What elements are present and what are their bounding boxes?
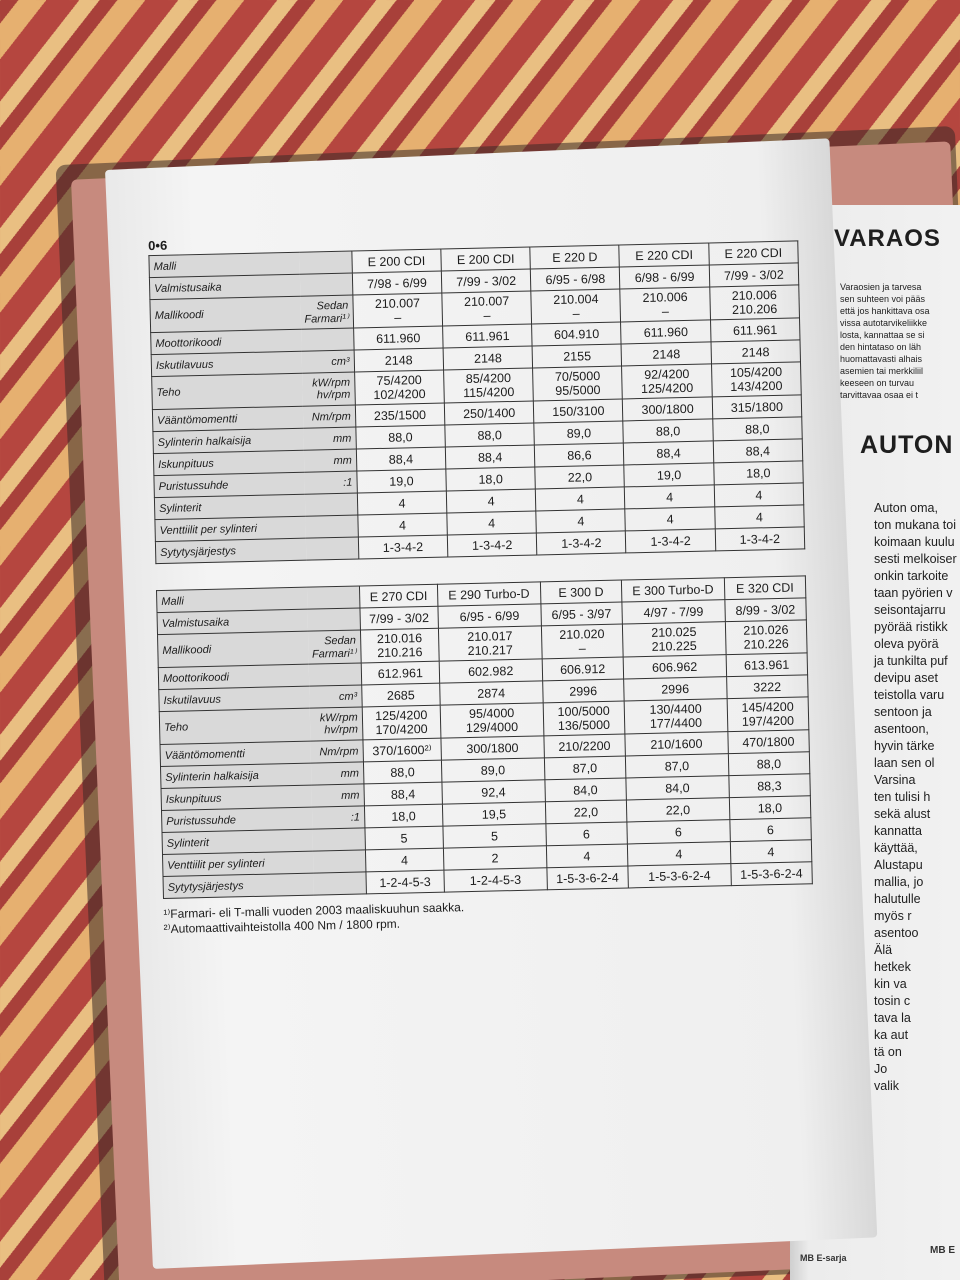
row-unit: Sedan Farmari¹⁾	[300, 295, 354, 329]
table-cell: 2155	[532, 344, 622, 368]
table-cell: 88,0	[445, 423, 535, 447]
table-cell: 6/95 - 3/97	[541, 602, 623, 626]
table-cell: 6/95 - 6/99	[438, 604, 541, 628]
table-cell: 250/1400	[444, 401, 534, 425]
text-line: teistolla varu	[874, 688, 945, 702]
table-cell: 4	[365, 848, 444, 872]
table-cell: 370/1600²⁾	[363, 738, 442, 762]
table-cell: 4	[627, 842, 730, 866]
table-cell: 95/4000 129/4000	[440, 703, 543, 738]
table-cell: E 300 D	[540, 580, 622, 604]
table-cell: 2148	[354, 348, 444, 372]
row-unit: :1	[311, 806, 364, 829]
table-cell: 86,6	[535, 443, 625, 467]
row-unit	[305, 537, 358, 560]
table-cell: 6	[729, 818, 811, 842]
row-label: Iskutilavuus	[151, 351, 301, 376]
table-cell: 210.026 210.226	[725, 620, 807, 655]
table-cell: 22,0	[626, 798, 729, 822]
table-cell: 22,0	[545, 800, 627, 824]
row-unit: :1	[304, 471, 357, 494]
table-cell: 6	[546, 822, 628, 846]
table-cell: 315/1800	[712, 395, 802, 419]
table-cell: 150/3100	[534, 399, 624, 423]
row-label: Sylinterin halkaisija	[161, 763, 311, 788]
table-cell: 611.960	[353, 326, 443, 350]
table-cell: 87,0	[625, 754, 728, 778]
table-cell: 1-3-4-2	[447, 533, 537, 557]
table-cell: 88,0	[623, 419, 713, 443]
table-cell: 92,4	[442, 780, 545, 804]
table-cell: 84,0	[626, 776, 729, 800]
row-unit	[305, 515, 358, 538]
table-cell: 7/99 - 3/02	[709, 263, 799, 287]
spec-sheet	[148, 223, 814, 937]
table-cell: 210.016 210.216	[360, 628, 439, 663]
table-cell: 4	[536, 509, 626, 533]
table-cell: 611.961	[443, 324, 533, 348]
table-cell: 88,0	[356, 425, 446, 449]
table-cell: 2996	[624, 677, 727, 701]
table-cell: E 320 CDI	[724, 576, 806, 600]
text-line: asentoon,	[874, 722, 929, 736]
table-cell: 105/4200 143/4200	[711, 362, 801, 397]
table-cell: 1-3-4-2	[537, 531, 627, 555]
text-line: käyttää,	[874, 841, 918, 855]
row-label: Vääntömomentti	[152, 406, 302, 431]
table-cell: 611.960	[621, 320, 711, 344]
row-label: Valmistusaika	[149, 274, 299, 299]
table-cell: 4	[447, 511, 537, 535]
row-unit: Sedan Farmari¹⁾	[307, 630, 361, 664]
row-unit	[304, 493, 357, 516]
text-line: taan pyörien v	[874, 586, 953, 600]
text-line: laan sen ol	[874, 756, 935, 770]
table-cell: 125/4200 170/4200	[362, 705, 441, 740]
row-label: Teho	[152, 373, 303, 409]
text-line: kannatta	[874, 824, 922, 838]
text-line: koimaan kuulu	[874, 535, 955, 549]
row-unit	[301, 328, 354, 351]
text-line: ton mukana toi	[874, 518, 956, 532]
table-cell: 612.961	[361, 661, 440, 685]
table-cell: 613.961	[726, 653, 808, 677]
row-label: Mallikoodi	[150, 296, 301, 332]
table-cell: 100/5000 136/5000	[543, 701, 625, 736]
table-cell: 2148	[622, 342, 712, 366]
row-label: Venttiilit per sylinteri	[155, 516, 305, 541]
table-cell: 2148	[711, 340, 801, 364]
table-cell: 210.007 –	[442, 291, 532, 326]
table-cell: 470/1800	[727, 730, 809, 754]
table-cell: 4	[446, 489, 536, 513]
page-number: 0•6	[148, 237, 168, 254]
table-cell: 1-2-4-5-3	[444, 868, 547, 892]
text-line: tä on	[874, 1045, 902, 1059]
text-line: sentoon ja	[874, 705, 932, 719]
table-cell: 19,0	[357, 469, 447, 493]
table-cell: 88,3	[728, 774, 810, 798]
spec-table-2	[156, 575, 813, 899]
text-line: vissa autotarvikeliikke	[840, 318, 928, 328]
table-cell: 18,0	[364, 804, 443, 828]
footer-right: MB E	[930, 1245, 955, 1256]
row-label: Sylinterin halkaisija	[153, 428, 303, 453]
right-paragraph-2	[874, 500, 960, 1095]
row-label: Puristussuhde	[162, 807, 312, 832]
row-unit	[307, 608, 360, 631]
footnote-1: ¹⁾Farmari- eli T-malli vuoden 2003 maaliskuuhun saakka.	[163, 900, 465, 922]
table-cell: 4	[730, 840, 812, 864]
table-cell: 210.017 210.217	[438, 626, 541, 661]
table-cell: 611.961	[710, 318, 800, 342]
table-cell: 4	[357, 491, 447, 515]
text-line: oleva pyörä	[874, 637, 939, 651]
row-label: Sytytysjärjestys	[163, 873, 313, 898]
table-cell: 130/4400 177/4400	[624, 699, 727, 734]
text-line: ten tulisi h	[874, 790, 931, 804]
table-cell: E 220 CDI	[619, 243, 709, 267]
table-cell: 145/4200 197/4200	[727, 697, 809, 732]
table-cell: 210.004 –	[531, 289, 621, 324]
text-line: myös r	[874, 909, 912, 923]
table-cell: 84,0	[545, 778, 627, 802]
table-cell: 87,0	[544, 756, 626, 780]
text-line: asentoo	[874, 926, 919, 940]
row-unit: Nm/rpm	[302, 405, 355, 428]
table-cell: E 270 CDI	[359, 584, 438, 608]
table-cell: 604.910	[532, 322, 622, 346]
row-unit: Nm/rpm	[310, 740, 363, 763]
row-unit: mm	[303, 427, 356, 450]
table-cell: E 200 CDI	[352, 249, 442, 273]
table-cell: 300/1800	[441, 736, 544, 760]
table-cell: 1-5-3-6-2-4	[730, 862, 812, 886]
text-line: devipu aset	[874, 671, 938, 685]
table-cell: 210.006 –	[620, 287, 710, 322]
table-cell: 89,0	[441, 758, 544, 782]
table-cell: 1-2-4-5-3	[366, 870, 445, 894]
footnote-2: ²⁾Automaattivaihteistolla 400 Nm / 1800 rpm.	[163, 916, 401, 937]
table-cell: 85/4200 115/4200	[444, 368, 534, 403]
table-cell: E 290 Turbo-D	[437, 582, 540, 606]
table-cell: 606.912	[542, 657, 624, 681]
row-label: Sylinterit	[154, 494, 304, 519]
table-cell: 300/1800	[623, 397, 713, 421]
text-line: den hintataso on läh	[840, 342, 922, 352]
text-line: tarvittavaa osaa ei t	[840, 390, 919, 400]
text-line: huomattavasti alhais	[840, 354, 923, 364]
right-heading-2: AUTON	[860, 431, 954, 459]
table-cell: 1-3-4-2	[358, 535, 448, 559]
row-label: Teho	[159, 708, 310, 744]
table-cell: 22,0	[535, 465, 625, 489]
row-unit: kW/rpm hv/rpm	[302, 372, 356, 406]
row-label: Moottorikoodi	[151, 329, 301, 354]
row-label: Vääntömomentti	[160, 741, 310, 766]
row-unit	[299, 273, 352, 296]
row-unit: kW/rpm hv/rpm	[309, 707, 363, 741]
table-cell: 88,4	[713, 439, 803, 463]
row-unit	[306, 586, 359, 609]
row-label: Malli	[149, 252, 299, 277]
text-line: tosin c	[874, 994, 911, 1008]
right-heading-1: VARAOS	[834, 225, 941, 252]
text-line: ka aut	[874, 1028, 909, 1042]
table-cell: 6/95 - 6/98	[531, 267, 621, 291]
table-cell: 4/97 - 7/99	[622, 600, 725, 624]
text-line: Varsina	[874, 773, 916, 787]
table-cell: 210/1600	[625, 732, 728, 756]
table-cell: 6/98 - 6/99	[620, 265, 710, 289]
row-label: Sytytysjärjestys	[155, 538, 305, 563]
table-cell: 210.007 –	[353, 293, 443, 328]
row-unit	[312, 828, 365, 851]
table-cell: 1-3-4-2	[626, 529, 716, 553]
table-cell: 88,4	[356, 447, 446, 471]
text-line: mallia, jo	[874, 875, 924, 889]
row-unit: cm³	[309, 685, 362, 708]
table-cell: 5	[365, 826, 444, 850]
table-cell: 602.982	[439, 659, 542, 683]
row-label: Malli	[157, 587, 307, 612]
table-cell: 19,5	[442, 802, 545, 826]
text-line: onkin tarkoite	[874, 569, 949, 583]
table-cell: 210/2200	[544, 734, 626, 758]
left-page	[105, 138, 877, 1269]
table-cell: 19,0	[624, 463, 714, 487]
table-cell: 4	[714, 483, 804, 507]
right-paragraph-1	[840, 281, 960, 401]
text-line: Älä	[874, 943, 893, 957]
text-line: tava la	[874, 1011, 911, 1025]
text-line: losta, kannattaa se si	[840, 330, 925, 340]
table-cell: 210.020 –	[541, 624, 623, 659]
table-cell: 88,0	[712, 417, 802, 441]
text-line: ja tunkilta puf	[874, 654, 948, 668]
text-line: sekä alust	[874, 807, 931, 821]
text-line: asemien tai merkkiliil	[840, 366, 924, 376]
table-cell: 1-3-4-2	[715, 527, 805, 551]
row-label: Sylinterit	[162, 829, 312, 854]
footnotes	[163, 892, 814, 937]
row-unit	[308, 663, 361, 686]
text-line: pyörää ristikk	[874, 620, 948, 634]
table-cell: 4	[536, 487, 626, 511]
table-cell: 606.962	[623, 655, 726, 679]
table-cell: 5	[443, 824, 546, 848]
text-line: valik	[874, 1079, 900, 1093]
row-unit	[299, 251, 352, 274]
table-cell: 18,0	[729, 796, 811, 820]
row-label: Iskunpituus	[153, 450, 303, 475]
table-cell: 4	[714, 505, 804, 529]
table-cell: 2996	[542, 679, 624, 703]
table-cell: 88,4	[364, 782, 443, 806]
table-cell: 7/98 - 6/99	[352, 271, 442, 295]
row-label: Iskutilavuus	[159, 686, 309, 711]
table-cell: 18,0	[446, 467, 536, 491]
table-cell: 2	[443, 846, 546, 870]
right-page-text	[810, 225, 960, 1095]
row-unit: mm	[303, 449, 356, 472]
table-cell: 92/4200 125/4200	[622, 364, 712, 399]
table-cell: 4	[625, 507, 715, 531]
row-unit: mm	[310, 762, 363, 785]
row-label: Iskunpituus	[161, 785, 311, 810]
spec-table-1	[148, 240, 805, 564]
table-cell: 88,4	[624, 441, 714, 465]
table-cell: 2685	[361, 683, 440, 707]
table-cell: 7/99 - 3/02	[441, 269, 531, 293]
footer-left: MB E-sarja	[800, 1253, 847, 1263]
table-cell: 1-5-3-6-2-4	[547, 866, 629, 890]
table-cell: E 220 D	[530, 245, 620, 269]
table-cell: 88,0	[363, 760, 442, 784]
text-line: hyvin tärke	[874, 739, 935, 753]
table-cell: 210.025 210.225	[622, 622, 725, 657]
table-cell: 8/99 - 3/02	[724, 598, 806, 622]
table-cell: 3222	[726, 675, 808, 699]
table-cell: 89,0	[534, 421, 624, 445]
text-line: keeseen on turvau	[840, 378, 915, 388]
table-cell: E 300 Turbo-D	[621, 578, 724, 602]
text-line: kin va	[874, 977, 907, 991]
row-label: Puristussuhde	[154, 472, 304, 497]
text-line: Alustapu	[874, 858, 923, 872]
row-unit	[313, 872, 366, 895]
text-line: että jos hankittava osa	[840, 306, 930, 316]
table-cell: 2874	[440, 681, 543, 705]
row-label: Valmistusaika	[157, 609, 307, 634]
table-cell: 4	[625, 485, 715, 509]
text-line: sen suhteen voi pääs	[840, 294, 926, 304]
table-cell: 70/5000 95/5000	[533, 366, 623, 401]
row-label: Moottorikoodi	[158, 664, 308, 689]
table-cell: 7/99 - 3/02	[360, 606, 439, 630]
table-cell: E 200 CDI	[441, 247, 531, 271]
table-cell: 18,0	[713, 461, 803, 485]
table-cell: 75/4200 102/4200	[354, 370, 444, 405]
text-line: hetkek	[874, 960, 911, 974]
table-cell: 88,4	[445, 445, 535, 469]
row-unit: cm³	[301, 350, 354, 373]
row-unit	[312, 850, 365, 873]
table-cell: 2148	[443, 346, 533, 370]
text-line: Jo	[874, 1062, 888, 1076]
row-label: Venttiilit per sylinteri	[163, 851, 313, 876]
table-cell: 235/1500	[355, 403, 445, 427]
table-cell: E 220 CDI	[708, 241, 798, 265]
row-unit: mm	[311, 784, 364, 807]
table-cell: 210.006 210.206	[709, 285, 799, 320]
table-cell: 1-5-3-6-2-4	[628, 864, 731, 888]
table-cell: 6	[627, 820, 730, 844]
text-line: Varaosien ja tarvesa	[840, 282, 922, 292]
table-cell: 4	[358, 513, 448, 537]
table-cell: 4	[546, 844, 628, 868]
row-label: Mallikoodi	[158, 631, 309, 667]
text-line: seisontajarru	[874, 603, 946, 617]
table-cell: 88,0	[728, 752, 810, 776]
text-line: Auton oma,	[874, 501, 938, 515]
text-line: halutulle	[874, 892, 921, 906]
text-line: sesti melkoiser	[874, 552, 957, 566]
